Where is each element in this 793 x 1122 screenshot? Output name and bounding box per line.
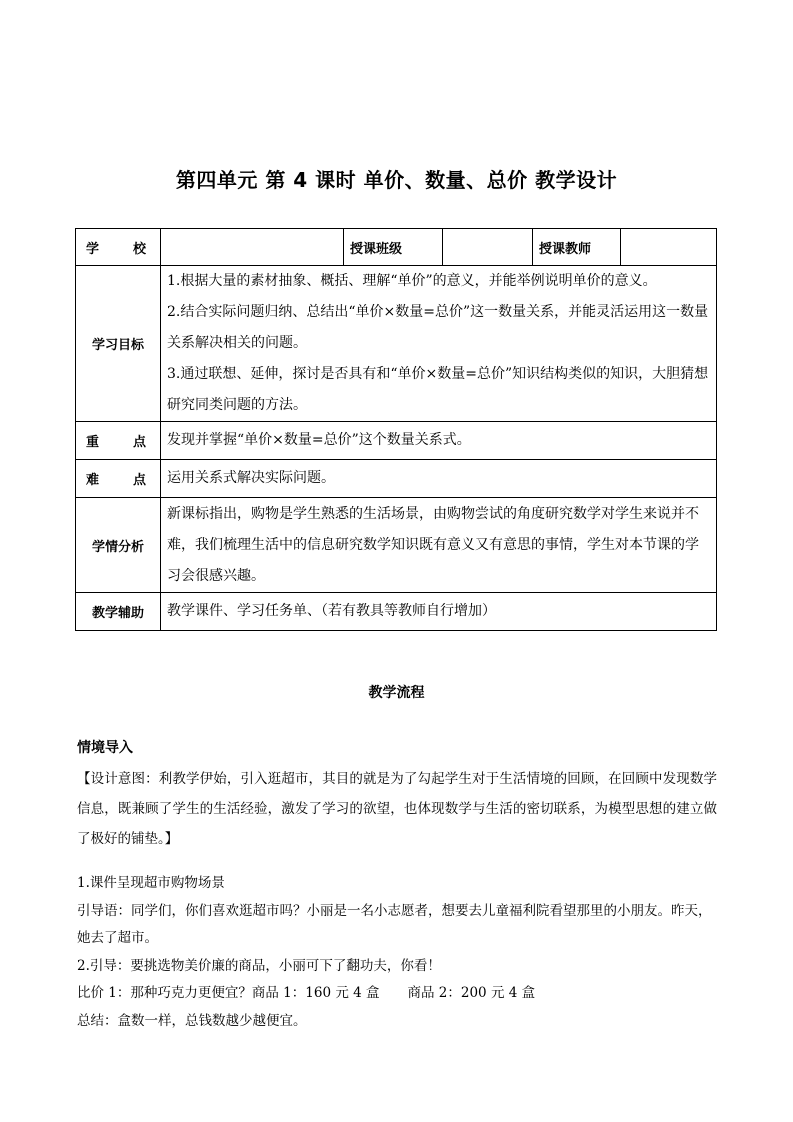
lesson-info-table xyxy=(75,228,717,631)
key-point-label: 重 点 xyxy=(76,422,161,460)
class-value[interactable] xyxy=(443,229,533,266)
compare-item-2: 商品 2：200 元 4 盒 xyxy=(407,985,536,1001)
intro-heading: 情境导入 xyxy=(77,740,133,756)
school-value[interactable] xyxy=(161,229,344,266)
step-1: 1.课件呈现超市购物场景 xyxy=(77,875,225,891)
school-label: 学 校 xyxy=(76,229,161,266)
guide-text: 引导语：同学们，你们喜欢逛超市吗？小丽是一名小志愿者，想要去儿童福利院看望那里的小朋友。昨天，她去了超市。 xyxy=(77,902,712,946)
design-intent: 【设计意图：利教学伊始，引入逛超市，其目的就是为了勾起学生对于生活情境的回顾，在回顾中发现数学信息，既兼顾了学生的生活经验，激发了学习的欲望，也体现数学与生活的密切联系，为模型思想的建立做了极好的铺垫。】 xyxy=(77,771,717,847)
compare-question: 比价 1：那种巧克力更便宜？商品 1：160 元 4 盒 xyxy=(77,985,380,1001)
process-title: 教学流程 xyxy=(368,685,425,701)
analysis-row xyxy=(76,498,717,593)
teacher-label: 授课教师 xyxy=(533,229,621,266)
goals-row xyxy=(76,266,717,422)
goals-label: 学习目标 xyxy=(76,266,161,422)
key-point-text: 发现并掌握“单价×数量=总价”这个数量关系式。 xyxy=(161,422,717,460)
difficulty-label: 难 点 xyxy=(76,460,161,498)
header-row xyxy=(76,229,717,266)
aids-text: 教学课件、学习任务单、（若有教具等教师自行增加） xyxy=(161,593,717,631)
goal-item-1: 1.根据大量的素材抽象、概括、理解“单价”的意义，并能举例说明单价的意义。 xyxy=(167,273,657,289)
page-title: 第四单元 第 4 课时 单价、数量、总价 教学设计 xyxy=(175,168,618,192)
goal-item-2: 2.结合实际问题归纳、总结出“单价×数量=总价”这一数量关系，并能灵活运用这一数量关系解决相关的问题。 xyxy=(167,304,709,351)
goals-content xyxy=(161,266,717,422)
goal-item-3: 3.通过联想、延伸，探讨是否具有和“单价×数量=总价”知识结构类似的知识，大胆猜想研究同类问题的方法。 xyxy=(167,366,709,413)
step-2: 2.引导：要挑选物美价廉的商品，小丽可下了翻功夫，你看！ xyxy=(77,957,441,974)
intro-steps xyxy=(77,870,717,1035)
summary-text: 总结：盒数一样，总钱数越少越便宜。 xyxy=(77,1012,307,1029)
teacher-value[interactable] xyxy=(621,229,717,266)
analysis-text: 新课标指出，购物是学生熟悉的生活场景，由购物尝试的角度研究数学对学生来说并不难，我们梳理生活中的信息研究数学知识既有意义又有意思的事情，学生对本节课的学习会很感兴趣。 xyxy=(161,498,717,593)
analysis-label: 学情分析 xyxy=(76,498,161,593)
difficulty-text: 运用关系式解决实际问题。 xyxy=(161,460,717,498)
class-label: 授课班级 xyxy=(344,229,443,266)
compare-line xyxy=(77,980,717,1008)
aids-label: 教学辅助 xyxy=(76,593,161,631)
difficulty-row xyxy=(76,460,717,498)
aids-row xyxy=(76,593,717,631)
key-point-row xyxy=(76,422,717,460)
